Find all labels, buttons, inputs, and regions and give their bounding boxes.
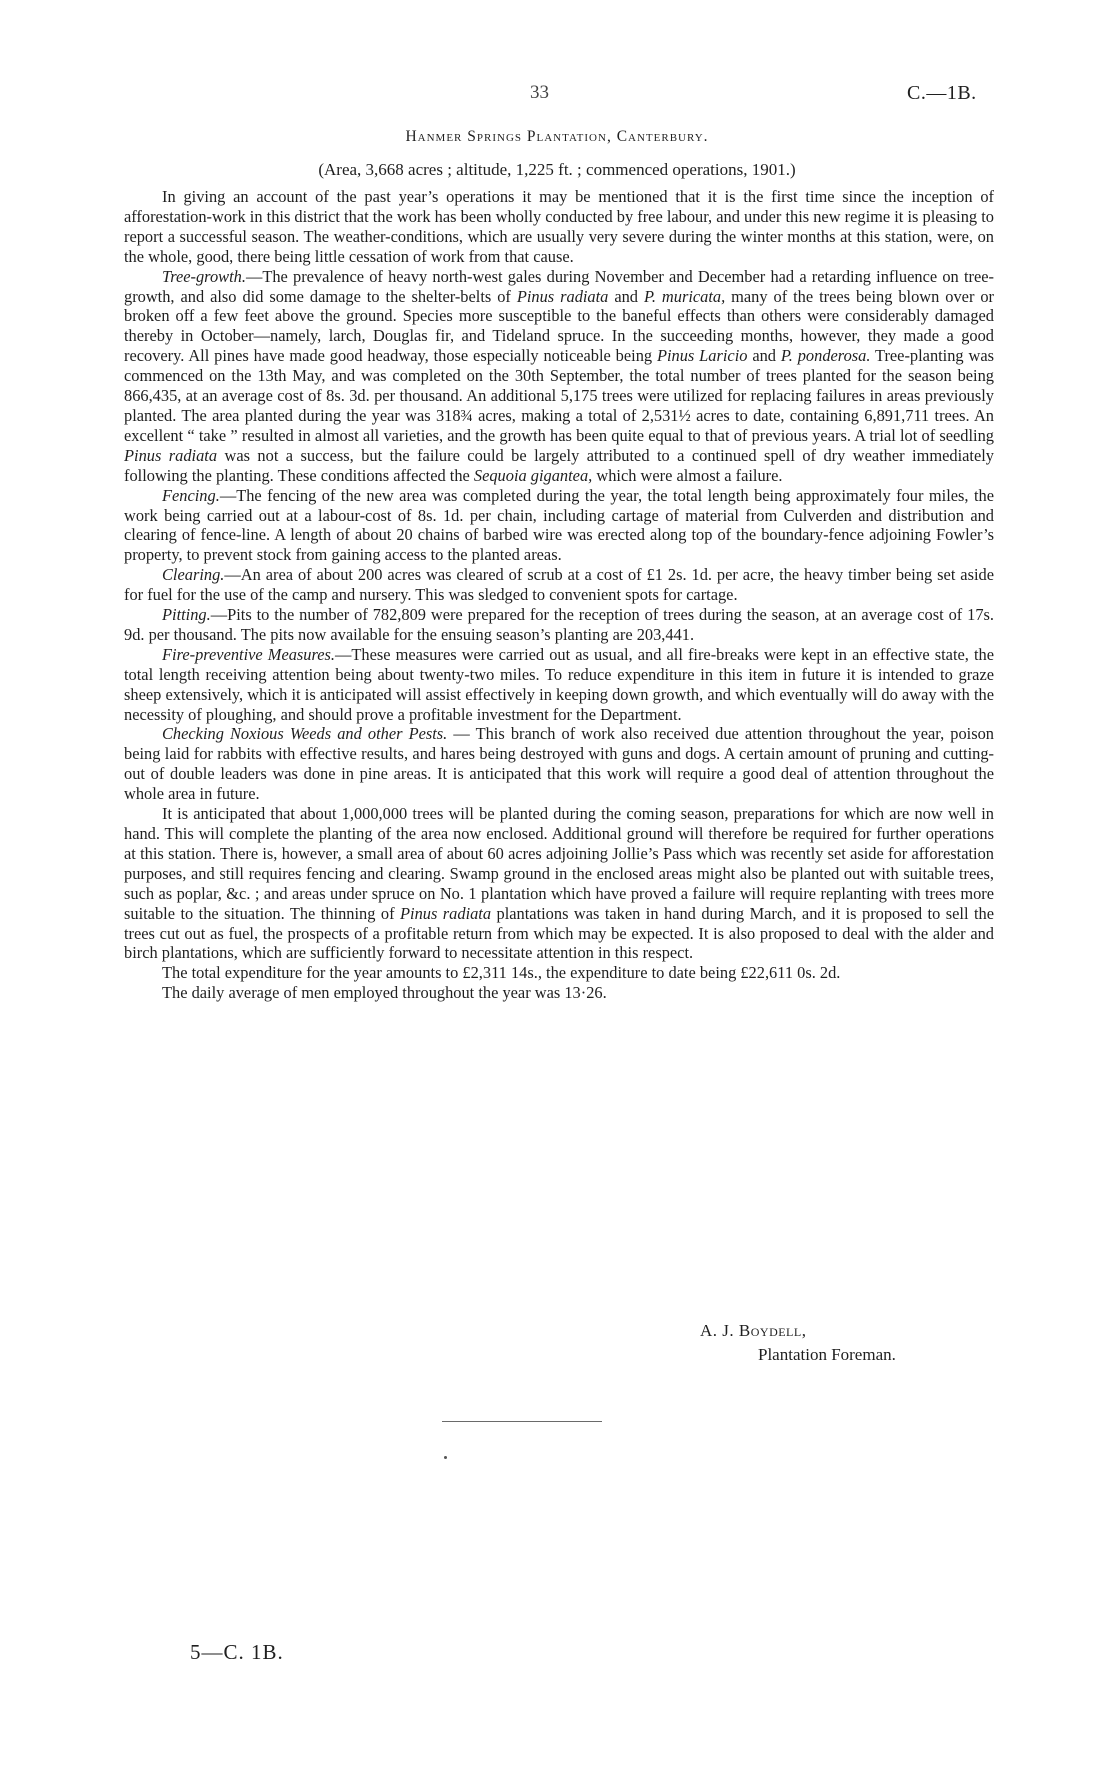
text-run: was not a success, but the failure could be largely attributed to a continued spell of dry weather immediately following the planting. These conditions affected the xyxy=(124,445,994,485)
italic-run: P. muricata, xyxy=(643,286,726,306)
signatory-name: A. J. Boydell, xyxy=(700,1321,807,1340)
text-run: The daily average of men employed throughout the year was 13·26. xyxy=(162,983,607,1003)
body-paragraph xyxy=(124,645,994,725)
page-number: 33 xyxy=(530,82,549,103)
body-paragraph xyxy=(124,565,994,605)
body-paragraph xyxy=(124,804,994,963)
body-paragraph xyxy=(124,187,994,267)
italic-run: Sequoia gigantea, xyxy=(473,465,593,485)
page-reference: C.—1B. xyxy=(907,82,977,104)
signatory-title: Plantation Foreman. xyxy=(758,1345,896,1364)
text-run: Tree-planting was commenced on the 13th May, and was completed on the 30th September, the total number of trees planted for the season being 866,435, at an average cost of 8s. 3d. per thousand. An additional 5,175 trees were utilized for replacing failures in areas previously planted. The area planted during the year was 318¾ acres, making a total of 2,531½ acres to date, containing 6,891,711 trees. An excellent “ take ” resulted in almost all varieties, and the growth has been quite equal to that of previous years. A trial lot of seedling xyxy=(124,346,994,445)
text-run: — This branch of work also received due attention throughout the year, poison being laid for rabbits with effective results, and hares being destroyed with guns and dogs. A certain amount of pruning and cutting-out of double leaders was done in pine areas. It is anticipated that this work will require a good deal of attention throughout the whole area in future. xyxy=(124,724,994,804)
body-paragraph xyxy=(124,605,994,645)
body-paragraph xyxy=(124,486,994,566)
signature-block xyxy=(700,1319,896,1367)
text-run: many of the trees being blown over or broken off a few feet above the ground. Species more susceptible to the baneful effects than others were considerably damaged thereby in October—namely, larch, Douglas fir, and Tideland spruce. In the succeeding months, however, they made a good recovery. All pines have made good headway, those especially noticeable being xyxy=(124,286,995,366)
body-paragraph xyxy=(124,267,994,486)
printer-mark xyxy=(444,1456,447,1459)
sheet-reference: 5—C. 1B. xyxy=(190,1640,284,1664)
text-run: —The fencing of the new area was completed during the year, the total length being approximately four miles, the work being carried out at a labour-cost of 8s. 1d. per chain, including cartage of material from Culverden and distribution and clearing of fence-line. A length of about 20 chains of barbed wire was erected along top of the boundary-fence adjoining Fowler’s property, to prevent stock from gaining access to the planted areas. xyxy=(124,485,994,565)
text-run: and xyxy=(747,346,781,366)
italic-run: Pitting. xyxy=(162,605,211,625)
section-subtitle: (Area, 3,668 acres ; altitude, 1,225 ft. ; commenced operations, 1901.) xyxy=(318,160,796,179)
section-divider xyxy=(442,1421,602,1422)
text-run: which were almost a failure. xyxy=(592,465,783,485)
italic-run: Clearing. xyxy=(162,565,225,585)
italic-run: Tree-growth. xyxy=(162,266,246,286)
text-run: plantations was taken in hand during March, and it is proposed to sell the trees cut out as fuel, the prospects of a profitable return from which may be expected. It is also proposed to deal with the alder and birch plantations, which are sufficiently forward to necessitate attention in this respect. xyxy=(124,903,994,963)
text-run: —An area of about 200 acres was cleared of scrub at a cost of £1 2s. 1d. per acre, the heavy timber being set aside for fuel for the use of the camp and nursery. This was sledged to convenient spots for cartage. xyxy=(124,565,994,605)
italic-run: Pinus Laricio xyxy=(656,346,748,366)
text-run: The total expenditure for the year amounts to £2,311 14s., the expenditure to date being £22,611 0s. 2d. xyxy=(162,963,841,983)
italic-run: Pinus radiata xyxy=(400,903,492,923)
italic-run: P. ponderosa. xyxy=(780,346,871,366)
report-body xyxy=(124,187,994,1003)
italic-run: Fencing. xyxy=(162,485,220,505)
italic-run: Pinus radiata xyxy=(124,445,218,465)
italic-run: Fire-preventive Measures. xyxy=(162,644,336,664)
text-run: In giving an account of the past year’s operations it may be mentioned that it is the first time since the inception of afforestation-work in this district that the work has been wholly conducted by free labour, and under this new regime it is pleasing to report a successful season. The weather-conditions, which are usually very severe during the winter months at this station, were, on the whole, good, there being little cessation of work from that cause. xyxy=(124,187,994,266)
text-run: —The prevalence of heavy north-west gales during November and December had a retarding influence on tree-growth, and also did some damage to the shelter-belts of xyxy=(124,266,994,306)
text-run: —These measures were carried out as usual, and all fire-breaks were kept in an effective state, the total length receiving attention being about twenty-two miles. To reduce expenditure in this item in future it is intended to graze sheep extensively, which it is anticipated will assist effectively in keeping down growth, and which eventually will do away with the necessity of ploughing, and should prove a profitable investment for the Department. xyxy=(124,644,994,724)
body-paragraph xyxy=(124,963,994,983)
body-paragraph xyxy=(124,724,994,804)
text-run: and xyxy=(608,286,644,306)
text-run: —Pits to the number of 782,809 were prepared for the reception of trees during the season, at an average cost of 17s. 9d. per thousand. The pits now available for the ensuing season’s planting are 203,441. xyxy=(124,605,994,644)
italic-run: Checking Noxious Weeds and other Pests. xyxy=(162,724,448,744)
section-title: Hanmer Springs Plantation, Canterbury. xyxy=(405,128,709,145)
italic-run: Pinus radiata xyxy=(516,286,609,306)
text-run: It is anticipated that about 1,000,000 trees will be planted during the coming season, preparations for which are now well in hand. This will complete the planting of the area now enclosed. Additional ground will therefore be required for further operations at this station. There is, however, a small area of about 60 acres adjoining Jollie’s Pass which was recently set aside for afforestation purposes, and still requires fencing and clearing. Swamp ground in the enclosed areas might also be planted out with suitable trees, such as poplar, &c. ; and areas under spruce on No. 1 plantation which have proved a failure will require replanting with trees more suitable to the situation. The thinning of xyxy=(124,804,994,923)
body-paragraph xyxy=(124,983,994,1003)
